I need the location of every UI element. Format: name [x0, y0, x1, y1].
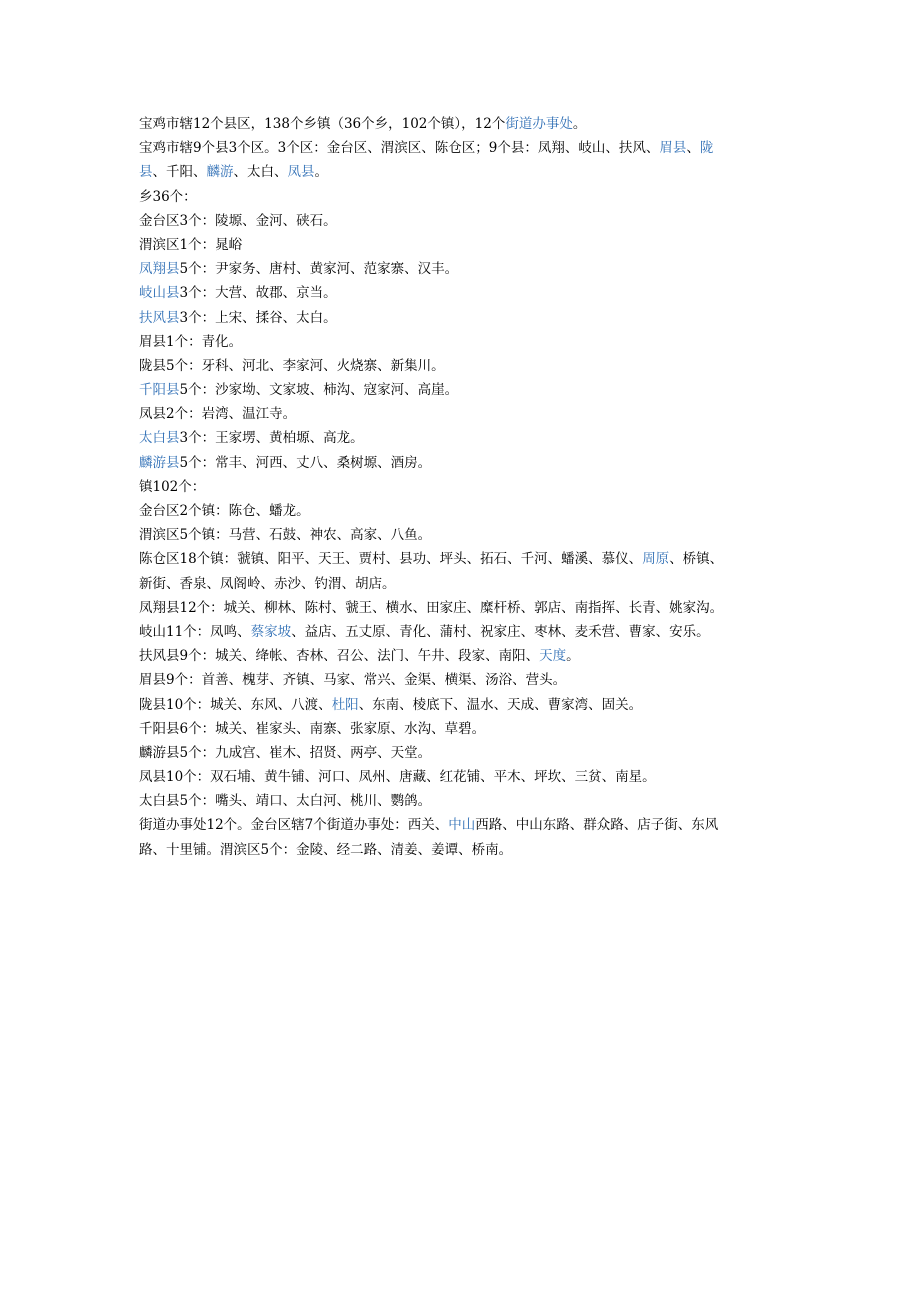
text-line [139, 789, 789, 813]
text-segment: 岐山11个：凤鸣、 [139, 623, 251, 640]
text-segment: 街道办事处12个。金台区辖7个街道办事处：西关、 [139, 817, 449, 834]
text-segment: 凤县10个：双石埔、黄牛铺、河口、凤州、唐藏、红花铺、平木、坪坎、三贫、南星。 [139, 769, 656, 786]
text-segment: 扶风县9个：城关、绛帐、杏林、召公、法门、午井、段家、南阳、 [139, 648, 540, 665]
text-line [139, 693, 789, 717]
text-segment: 。 [566, 648, 580, 665]
text-segment: 千阳县6个：城关、崔家头、南寨、张家原、水沟、草碧。 [139, 720, 486, 737]
hyperlink[interactable]: 蔡家坡 [250, 623, 292, 640]
text-segment: 宝鸡市辖9个县3个区。3个区：金台区、渭滨区、陈仓区；9个县：凤翔、岐山、扶风、 [139, 140, 660, 157]
text-segment: 镇102个： [139, 478, 206, 495]
hyperlink[interactable]: 麟游县 [139, 454, 180, 471]
text-line [139, 136, 789, 160]
text-line [139, 668, 789, 692]
text-line [139, 112, 789, 136]
text-line [139, 717, 789, 741]
hyperlink[interactable]: 眉县 [659, 140, 687, 157]
text-line [139, 596, 789, 620]
hyperlink[interactable]: 杜阳 [331, 696, 359, 713]
hyperlink[interactable]: 千阳县 [139, 382, 180, 399]
text-line [139, 644, 789, 668]
text-segment: 陇县5个：牙科、河北、李家河、火烧寨、新集川。 [139, 357, 445, 374]
text-segment: 5个：常丰、河西、丈八、桑树塬、酒房。 [179, 454, 432, 471]
text-segment: 、益店、五丈原、青化、蒲村、祝家庄、枣林、麦禾营、曹家、安乐。 [291, 623, 710, 640]
text-segment: 宝鸡市辖12个县区，138个乡镇（36个乡，102个镇），12个 [139, 116, 506, 132]
text-segment: 眉县1个：青化。 [139, 333, 243, 350]
hyperlink[interactable]: 天度 [539, 648, 567, 665]
text-segment: 5个：尹家务、唐村、黄家河、范家寨、汉丰。 [179, 261, 459, 278]
hyperlink[interactable]: 太白县 [139, 430, 180, 447]
text-segment: 路、十里铺。渭滨区5个：金陵、经二路、清姜、姜谭、桥南。 [139, 841, 513, 858]
hyperlink[interactable]: 周原 [642, 551, 670, 568]
text-segment: 金台区3个：陵塬、金河、硖石。 [139, 212, 337, 229]
text-segment: 3个：上宋、揉谷、太白。 [179, 309, 337, 326]
text-line [139, 572, 789, 596]
text-segment: 、桥镇、 [669, 551, 724, 568]
text-line [139, 765, 789, 789]
text-line [139, 209, 789, 233]
text-line [139, 281, 789, 305]
text-segment: 渭滨区1个：晁峪 [139, 236, 243, 253]
text-segment: 金台区2个镇：陈仓、蟠龙。 [139, 503, 310, 519]
text-segment: 凤翔县12个：城关、柳林、陈村、虢王、横水、田家庄、糜杆桥、郭店、南指挥、长青、姚家沟。 [139, 599, 724, 616]
text-segment: 。 [572, 116, 587, 132]
text-segment: 、 [686, 140, 700, 157]
text-segment: 太白县5个：嘴头、靖口、太白河、桃川、鹦鸽。 [139, 793, 432, 810]
text-segment: 、千阳、 [152, 164, 207, 181]
text-line [139, 233, 789, 257]
text-line [139, 620, 789, 644]
text-segment: 麟游县5个：九成宫、崔木、招贤、两亭、天堂。 [139, 744, 432, 761]
text-segment: 、东南、棱底下、温水、天成、曹家湾、固关。 [358, 696, 643, 713]
text-line [139, 426, 789, 450]
hyperlink[interactable]: 岐山县 [139, 285, 180, 302]
text-line [139, 741, 789, 765]
text-segment: 陈仓区18个镇：虢镇、阳平、天王、贾村、县功、坪头、拓石、千河、蟠溪、慕仪、 [139, 551, 643, 568]
text-line [139, 306, 789, 330]
text-segment: 渭滨区5个镇：马营、石鼓、神农、高家、八鱼。 [139, 527, 432, 544]
text-line [139, 499, 789, 523]
text-line [139, 160, 789, 184]
hyperlink[interactable]: 街道办事处 [505, 116, 573, 132]
text-segment: 凤县2个：岩湾、温江寺。 [139, 406, 297, 423]
text-line [139, 354, 789, 378]
text-segment: 眉县9个：首善、槐芽、齐镇、马家、常兴、金渠、横渠、汤浴、营头。 [139, 672, 567, 689]
text-segment: 3个：大营、故郡、京当。 [179, 285, 337, 302]
text-segment: 陇县10个：城关、东风、八渡、 [139, 696, 332, 713]
text-line [139, 813, 789, 837]
text-segment: 西路、中山东路、群众路、店子街、东风 [475, 817, 719, 834]
hyperlink[interactable]: 县 [139, 164, 153, 181]
text-segment: 、太白、 [233, 164, 288, 181]
document-body [139, 112, 789, 862]
hyperlink[interactable]: 陇 [699, 140, 714, 157]
text-segment: 乡36个： [139, 188, 197, 205]
text-segment: 。 [314, 164, 328, 181]
text-line [139, 402, 789, 426]
text-segment: 5个：沙家坳、文家坡、柿沟、寇家河、高崖。 [179, 382, 459, 399]
hyperlink[interactable]: 扶风县 [139, 309, 180, 326]
text-segment: 3个：王家塄、黄柏塬、高龙。 [179, 430, 364, 447]
text-line [139, 475, 789, 499]
text-segment: 新街、香泉、凤阁岭、赤沙、钓渭、胡店。 [139, 575, 396, 592]
text-line [139, 185, 789, 209]
text-line [139, 257, 789, 281]
text-line [139, 330, 789, 354]
hyperlink[interactable]: 麟游 [206, 164, 234, 181]
text-line [139, 523, 789, 547]
hyperlink[interactable]: 中山 [448, 817, 476, 834]
hyperlink[interactable]: 凤翔县 [139, 261, 180, 278]
text-line [139, 838, 789, 862]
text-line [139, 378, 789, 402]
text-line [139, 547, 789, 571]
hyperlink[interactable]: 凤县 [287, 164, 315, 181]
text-line [139, 451, 789, 475]
